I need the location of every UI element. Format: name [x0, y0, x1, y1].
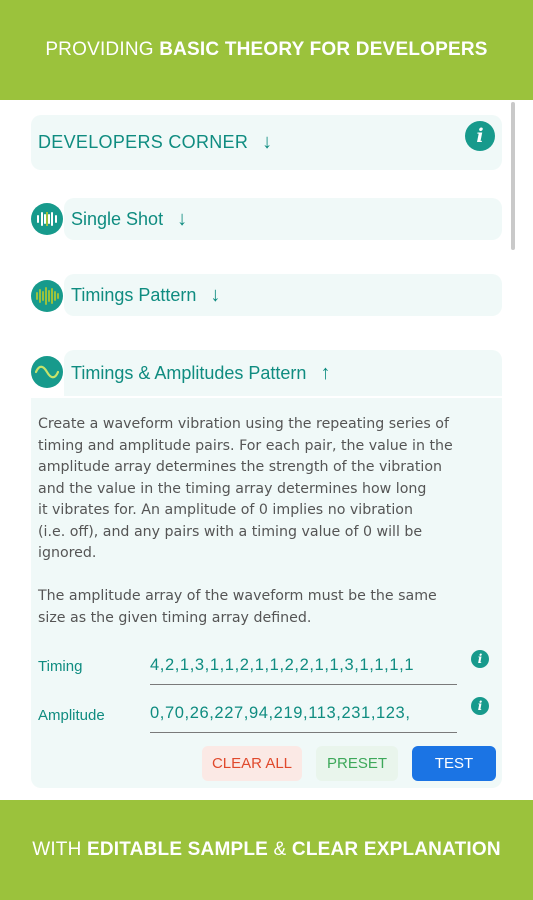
bottom-banner-mid: &: [268, 839, 292, 860]
top-banner-bold: BASIC THEORY FOR DEVELOPERS: [159, 39, 488, 60]
top-banner: [0, 0, 533, 100]
info-icon[interactable]: i: [465, 121, 495, 151]
description-line: Create a waveform vibration using the repeating series of: [38, 416, 449, 432]
description-line: (i.e. off), and any pairs with a timing value of 0 will be: [38, 523, 423, 540]
section-title: Timings Pattern: [71, 284, 197, 305]
info-icon[interactable]: i: [471, 697, 489, 715]
section-single-shot[interactable]: [64, 198, 502, 240]
info-icon[interactable]: i: [471, 650, 489, 668]
bottom-banner-bold-1: EDITABLE SAMPLE: [87, 839, 269, 860]
clear-all-button[interactable]: CLEAR ALL: [202, 746, 302, 781]
timing-label: Timing: [38, 658, 83, 675]
timing-input[interactable]: 4,2,1,3,1,1,2,1,1,2,2,1,1,3,1,1,1,1: [150, 656, 457, 685]
bottom-banner-bold-2: CLEAR EXPLANATION: [291, 839, 501, 860]
description-paragraph-2: [38, 586, 496, 629]
section-timings-amplitudes-pattern[interactable]: [64, 350, 502, 396]
preset-button[interactable]: PRESET: [316, 746, 398, 781]
description-line: amplitude array determines the strength of the vibration: [38, 459, 442, 475]
description-line: timing and amplitude pairs. For each pair, the value in the: [38, 437, 453, 454]
developers-corner-header[interactable]: [31, 115, 502, 170]
description-line: size as the given timing array defined.: [38, 609, 312, 626]
bottom-banner-prefix: WITH: [32, 839, 88, 860]
scrollbar[interactable]: [511, 102, 515, 250]
arrow-down-icon: ↓: [177, 207, 188, 230]
amplitude-label: Amplitude: [38, 707, 105, 724]
top-banner-prefix: PROVIDING: [45, 39, 160, 60]
arrow-down-icon: ↓: [262, 131, 273, 153]
description-line: and the value in the timing array determines how long: [38, 480, 427, 497]
description-line: The amplitude array of the waveform must be the same: [38, 588, 437, 604]
arrow-up-icon: ↑: [320, 361, 331, 384]
section-title: Timings & Amplitudes Pattern: [71, 362, 307, 383]
description-paragraph-1: [38, 414, 496, 565]
arrow-down-icon: ↓: [210, 283, 221, 306]
description-line: it vibrates for. An amplitude of 0 implies no vibration: [38, 502, 413, 518]
amplitude-input[interactable]: 0,70,26,227,94,219,113,231,123,: [150, 704, 457, 733]
section-title: Single Shot: [71, 208, 164, 229]
bottom-banner: [0, 800, 533, 900]
sine-wave-icon: [31, 356, 63, 388]
waveform-single-icon: [31, 203, 63, 235]
test-button[interactable]: TEST: [412, 746, 496, 781]
description-line: ignored.: [38, 545, 97, 561]
developers-corner-title: DEVELOPERS CORNER: [38, 132, 249, 152]
waveform-timings-icon: [31, 280, 63, 312]
section-timings-pattern[interactable]: [64, 274, 502, 316]
